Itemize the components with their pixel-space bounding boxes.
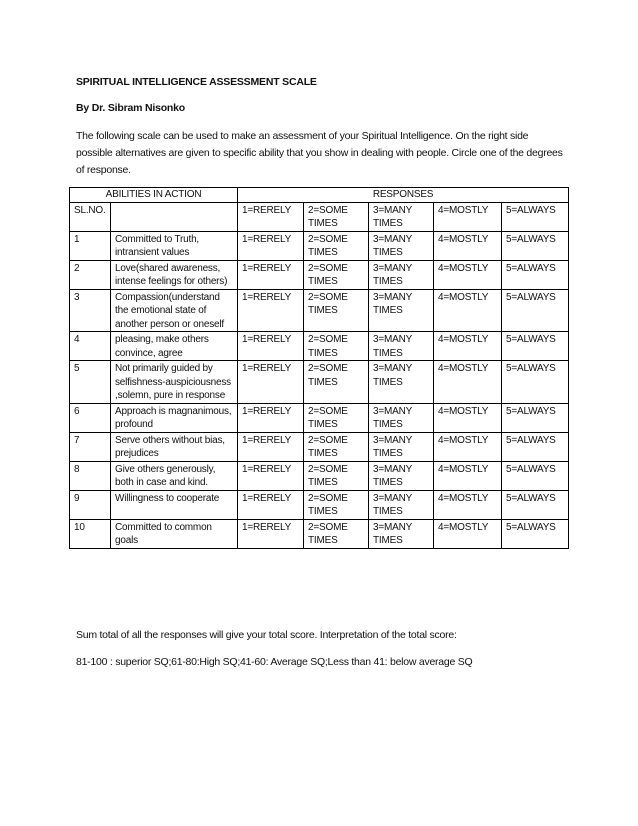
cell-response-1[interactable]: 1=RERELY — [238, 519, 304, 548]
cell-response-1[interactable]: 1=RERELY — [238, 332, 304, 361]
cell-response-4[interactable]: 4=MOSTLY — [434, 432, 502, 461]
cell-response-5[interactable]: 5=ALWAYS — [502, 403, 569, 432]
table-body — [70, 231, 569, 548]
table-row — [70, 231, 569, 260]
cell-response-5[interactable]: 5=ALWAYS — [502, 519, 569, 548]
cell-response-2[interactable]: 2=SOME TIMES — [304, 432, 369, 461]
cell-no: 10 — [70, 519, 111, 548]
cell-response-5[interactable]: 5=ALWAYS — [502, 332, 569, 361]
table-header-row-1 — [70, 188, 569, 203]
cell-ability: Not primarily guided by selfishness-auspiciousness ,solemn, pure in response — [111, 361, 238, 404]
cell-response-4[interactable]: 4=MOSTLY — [434, 490, 502, 519]
cell-ability: pleasing, make others convince, agree — [111, 332, 238, 361]
cell-response-4[interactable]: 4=MOSTLY — [434, 289, 502, 332]
cell-response-1[interactable]: 1=RERELY — [238, 289, 304, 332]
cell-response-2[interactable]: 2=SOME TIMES — [304, 289, 369, 332]
cell-response-5[interactable]: 5=ALWAYS — [502, 490, 569, 519]
cell-response-1[interactable]: 1=RERELY — [238, 361, 304, 404]
cell-ability: Approach is magnanimous, profound — [111, 403, 238, 432]
cell-response-1[interactable]: 1=RERELY — [238, 490, 304, 519]
cell-no: 9 — [70, 490, 111, 519]
cell-response-3[interactable]: 3=MANY TIMES — [369, 289, 434, 332]
table-row — [70, 519, 569, 548]
table-row — [70, 461, 569, 490]
header-r3: 3=MANY TIMES — [369, 202, 434, 231]
cell-no: 4 — [70, 332, 111, 361]
document-author: By Dr. Sibram Nisonko — [76, 102, 185, 114]
table-row — [70, 432, 569, 461]
cell-response-3[interactable]: 3=MANY TIMES — [369, 490, 434, 519]
cell-ability: Committed to common goals — [111, 519, 238, 548]
table-row — [70, 403, 569, 432]
header-abilities: ABILITIES IN ACTION — [70, 188, 238, 203]
cell-response-3[interactable]: 3=MANY TIMES — [369, 361, 434, 404]
cell-response-2[interactable]: 2=SOME TIMES — [304, 361, 369, 404]
cell-response-3[interactable]: 3=MANY TIMES — [369, 231, 434, 260]
cell-no: 6 — [70, 403, 111, 432]
table-row — [70, 332, 569, 361]
header-slno: SL.NO. — [70, 202, 111, 231]
header-r4: 4=MOSTLY — [434, 202, 502, 231]
header-r5: 5=ALWAYS — [502, 202, 569, 231]
cell-response-1[interactable]: 1=RERELY — [238, 231, 304, 260]
cell-response-2[interactable]: 2=SOME TIMES — [304, 231, 369, 260]
cell-response-5[interactable]: 5=ALWAYS — [502, 461, 569, 490]
interpretation-text: 81-100 : superior SQ;61-80:High SQ;41-60: Average SQ;Less than 41: below average SQ — [76, 656, 473, 668]
cell-response-4[interactable]: 4=MOSTLY — [434, 403, 502, 432]
cell-response-2[interactable]: 2=SOME TIMES — [304, 260, 369, 289]
cell-ability: Compassion(understand the emotional state of another person or oneself — [111, 289, 238, 332]
cell-response-3[interactable]: 3=MANY TIMES — [369, 519, 434, 548]
cell-no: 5 — [70, 361, 111, 404]
cell-response-3[interactable]: 3=MANY TIMES — [369, 432, 434, 461]
cell-response-3[interactable]: 3=MANY TIMES — [369, 260, 434, 289]
cell-no: 1 — [70, 231, 111, 260]
cell-response-1[interactable]: 1=RERELY — [238, 260, 304, 289]
table-row — [70, 260, 569, 289]
cell-ability: Love(shared awareness, intense feelings for others) — [111, 260, 238, 289]
cell-ability: Give others generously, both in case and kind. — [111, 461, 238, 490]
cell-no: 2 — [70, 260, 111, 289]
table-header-row-2 — [70, 202, 569, 231]
table-row — [70, 361, 569, 404]
cell-response-4[interactable]: 4=MOSTLY — [434, 332, 502, 361]
cell-ability: Serve others without bias, prejudices — [111, 432, 238, 461]
table-row — [70, 490, 569, 519]
cell-response-5[interactable]: 5=ALWAYS — [502, 361, 569, 404]
cell-response-3[interactable]: 3=MANY TIMES — [369, 332, 434, 361]
cell-no: 7 — [70, 432, 111, 461]
cell-response-4[interactable]: 4=MOSTLY — [434, 461, 502, 490]
cell-no: 3 — [70, 289, 111, 332]
cell-response-3[interactable]: 3=MANY TIMES — [369, 403, 434, 432]
assessment-table — [69, 187, 569, 549]
header-r2: 2=SOME TIMES — [304, 202, 369, 231]
cell-response-1[interactable]: 1=RERELY — [238, 432, 304, 461]
cell-response-5[interactable]: 5=ALWAYS — [502, 432, 569, 461]
document-title: SPIRITUAL INTELLIGENCE ASSESSMENT SCALE — [76, 76, 317, 88]
cell-response-4[interactable]: 4=MOSTLY — [434, 361, 502, 404]
cell-no: 8 — [70, 461, 111, 490]
cell-response-2[interactable]: 2=SOME TIMES — [304, 403, 369, 432]
cell-response-4[interactable]: 4=MOSTLY — [434, 519, 502, 548]
cell-response-4[interactable]: 4=MOSTLY — [434, 231, 502, 260]
cell-ability: Committed to Truth, intransient values — [111, 231, 238, 260]
cell-response-3[interactable]: 3=MANY TIMES — [369, 461, 434, 490]
header-responses: RESPONSES — [238, 188, 569, 203]
header-blank — [111, 202, 238, 231]
table-row — [70, 289, 569, 332]
cell-response-2[interactable]: 2=SOME TIMES — [304, 519, 369, 548]
header-r1: 1=RERELY — [238, 202, 304, 231]
cell-response-2[interactable]: 2=SOME TIMES — [304, 490, 369, 519]
cell-response-2[interactable]: 2=SOME TIMES — [304, 461, 369, 490]
cell-response-5[interactable]: 5=ALWAYS — [502, 289, 569, 332]
cell-response-1[interactable]: 1=RERELY — [238, 461, 304, 490]
cell-response-5[interactable]: 5=ALWAYS — [502, 231, 569, 260]
intro-paragraph: The following scale can be used to make an assessment of your Spiritual Intelligence. On the right side possible alternatives are given to specific ability that you show in dealing with people. Circle one of the degrees of response. — [76, 130, 563, 176]
sum-note: Sum total of all the responses will give your total score. Interpretation of the total score: — [76, 629, 457, 641]
cell-ability: Willingness to cooperate — [111, 490, 238, 519]
cell-response-5[interactable]: 5=ALWAYS — [502, 260, 569, 289]
cell-response-2[interactable]: 2=SOME TIMES — [304, 332, 369, 361]
cell-response-1[interactable]: 1=RERELY — [238, 403, 304, 432]
cell-response-4[interactable]: 4=MOSTLY — [434, 260, 502, 289]
